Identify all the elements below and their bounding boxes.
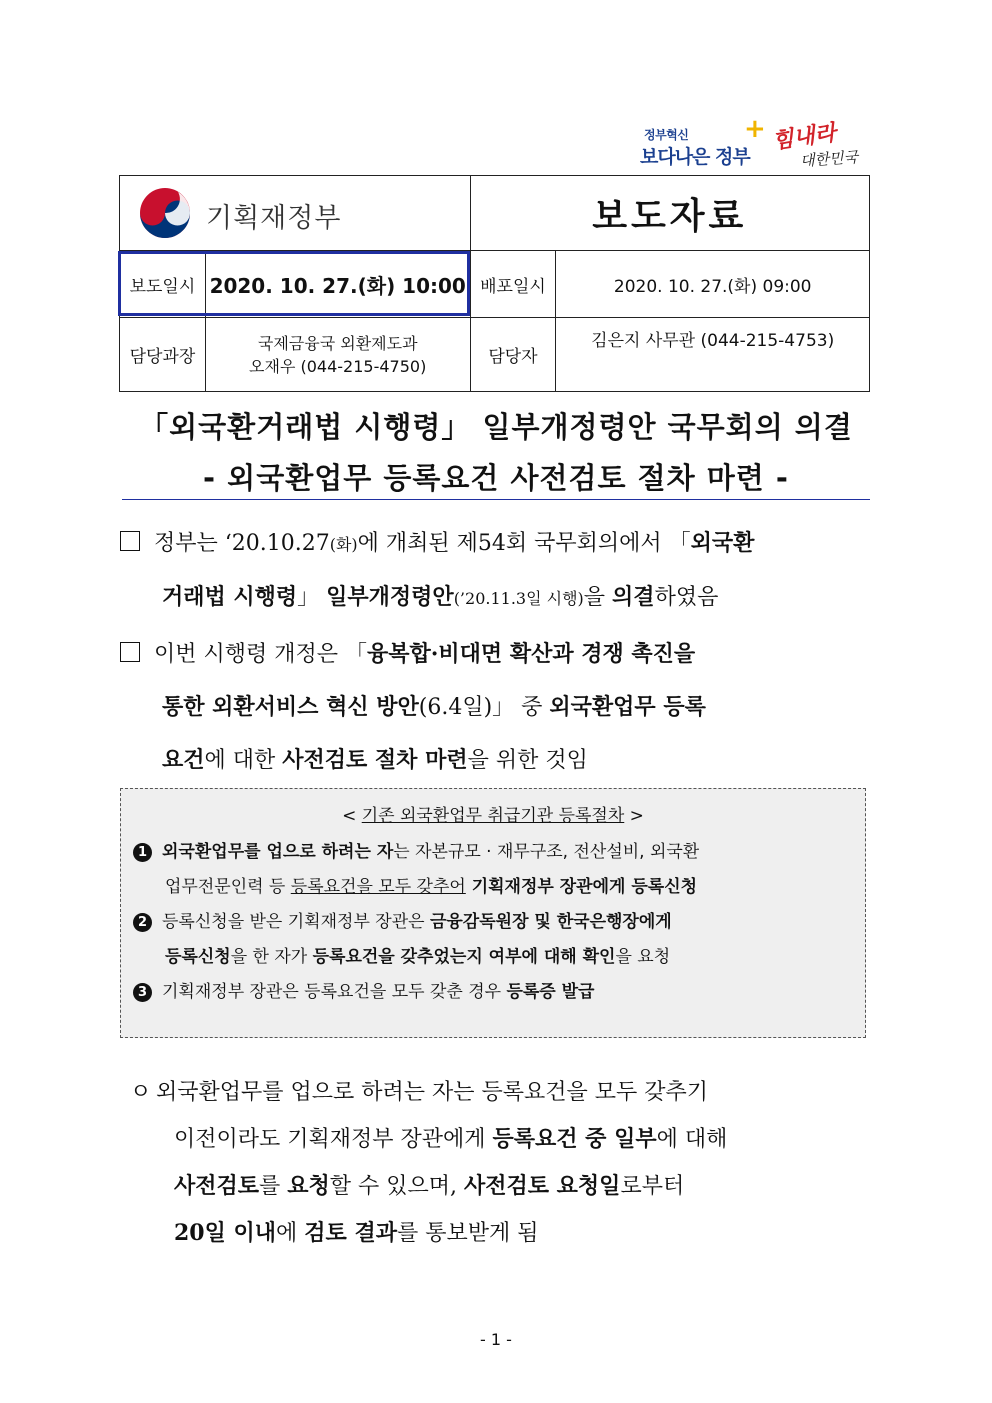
headline-subtitle: - 외국환업무 등록요건 사전검토 절차 마련 - (203, 461, 789, 495)
p1-text: 에 개최된 제54회 국무회의에서 「 (357, 531, 691, 556)
headline-divider (122, 499, 870, 500)
dept-label: 담당과장 (120, 318, 206, 392)
p1-bold: 의결 (612, 584, 655, 610)
procedure-list (133, 835, 861, 1010)
p2-text: 이번 시행령 개정은 「 (154, 642, 367, 667)
box-title-bracket: > (624, 806, 644, 826)
step-text: 등록신청 (165, 947, 231, 967)
box-title-text: 기존 외국환업무 취급기관 등록절차 (361, 806, 625, 826)
p3-text: 에 (276, 1221, 305, 1246)
p2-bold: 사전검토 절차 마련 (282, 747, 468, 773)
p3-text: 에 대해 (656, 1127, 728, 1152)
distribute-date: 2020. 10. 27.(화) 09:00 (556, 251, 870, 318)
step-text: 등록증 발급 (506, 982, 595, 1002)
p1-text: (’20.11.3일 시행) (453, 589, 584, 608)
number-3-icon: 3 (133, 983, 152, 1002)
box-title-bracket: < (342, 806, 362, 826)
p2-text: (6.4일)」 중 (418, 695, 550, 720)
p3-bold: 검토 결과 (304, 1220, 397, 1246)
step-text: 기획재정부 장관은 등록요건을 모두 갖춘 경우 (162, 982, 507, 1002)
p3-bold: 등록요건 중 일부 (492, 1126, 657, 1152)
step-text: 등록요건을 갖추었는지 여부에 대해 확인 (312, 947, 616, 967)
p2-text: 을 위한 것임 (467, 748, 588, 773)
ministry-cell (120, 176, 471, 251)
procedure-step-2 (133, 905, 861, 940)
ministry-name: 기획재정부 (206, 203, 342, 234)
p3-bold: 사전검토 (174, 1173, 260, 1199)
dept-line1: 국제금융국 외환제도과 (257, 333, 418, 353)
procedure-step-1-cont (133, 870, 861, 905)
step-text: 업무전문인력 등 (165, 877, 291, 897)
paragraph-3 (130, 1070, 876, 1257)
slogan-top: 힘내라 (770, 119, 838, 155)
procedure-step-1 (133, 835, 861, 870)
p3-bold: 요청 (287, 1173, 330, 1199)
p3-bold: 20일 이내 (174, 1220, 277, 1246)
circle-bullet-icon: ㅇ (130, 1080, 152, 1105)
p1-text: 을 (583, 585, 613, 610)
p3-text: 외국환업무를 업으로 하려는 자는 등록요건을 모두 갖추기 (156, 1080, 709, 1105)
number-1-icon: 1 (133, 843, 152, 862)
p1-text: 하였음 (654, 585, 719, 610)
doc-type-cell (470, 176, 869, 251)
p1-text: (화) (329, 535, 358, 554)
paragraph-2 (116, 628, 876, 787)
doc-type-title: 보도자료 (592, 195, 748, 237)
distribute-label: 배포일시 (470, 251, 556, 318)
officer-label: 담당자 (470, 318, 556, 392)
number-2-icon: 2 (133, 913, 152, 932)
dept-line2: 오재우 (044-215-4750) (249, 356, 427, 376)
plus-icon: + (744, 114, 766, 144)
headline-title: 「외국환거래법 시행령」 일부개정령안 국무회의 의결 (139, 410, 853, 444)
p2-bold: 융복합·비대면 확산과 경쟁 촉진을 (367, 641, 696, 667)
p2-bold: 통한 외환서비스 혁신 방안 (162, 694, 419, 720)
government-innovation-logo (640, 114, 770, 180)
p3-text: 로부터 (620, 1174, 685, 1199)
p2-text: 에 대한 (204, 748, 283, 773)
procedure-step-2-cont (133, 940, 861, 975)
step-text: 외국환업무를 업으로 하려는 자 (162, 842, 394, 862)
p3-bold: 사전검토 요청일 (464, 1173, 621, 1199)
step-text: 등록신청을 받은 기획재정부 장관은 (162, 912, 430, 932)
dept-cell (205, 318, 470, 392)
innovation-logo-small-text: 정부혁신 (644, 128, 689, 142)
p2-bold: 요건 (162, 747, 205, 773)
checkbox-bullet-icon (120, 531, 140, 551)
p1-text: 정부는 ‘20.10.27 (154, 531, 330, 556)
slogan-bottom: 대한민국 (799, 147, 859, 170)
p2-bold: 외국환업무 등록 (549, 694, 706, 720)
p1-bold: 외국환 (690, 530, 755, 556)
p3-text: 할 수 있으며, (329, 1174, 465, 1199)
checkbox-bullet-icon (120, 642, 140, 662)
release-label: 보도일시 (120, 251, 206, 318)
p1-bold: 일부개정령안 (326, 584, 454, 610)
officer-contact: 김은지 사무관 (044-215-4753) (556, 318, 870, 392)
step-text: 등록요건을 모두 갖추어 (290, 877, 466, 897)
box-title (121, 801, 865, 826)
step-text: 기획재정부 장관에게 등록신청 (465, 877, 698, 897)
release-date-cell (205, 251, 470, 318)
innovation-logo-text: 보다나은 정부 (640, 146, 750, 168)
step-text: 을 한 자가 (230, 947, 313, 967)
step-text: 을 요청 (615, 947, 671, 967)
release-date: 2020. 10. 27.(화) 10:00 (209, 273, 466, 298)
p1-bold: 거래법 시행령 (162, 584, 298, 610)
press-header-table (119, 175, 870, 392)
taegeuk-emblem-icon (138, 186, 192, 240)
paragraph-1 (116, 517, 876, 625)
slogan-logo (770, 118, 880, 178)
p3-text: 를 (259, 1174, 288, 1199)
step-text: 금융감독원장 및 한국은행장에게 (429, 912, 672, 932)
step-text: 는 자본규모 · 재무구조, 전산설비, 외국환 (393, 842, 700, 862)
procedure-step-3 (133, 975, 861, 1010)
page-number: - 1 - (480, 1330, 512, 1349)
registration-procedure-box (120, 788, 866, 1038)
p3-text: 를 통보받게 됨 (396, 1221, 539, 1246)
p3-text: 이전이라도 기획재정부 장관에게 (174, 1127, 493, 1152)
p1-text: 」 (297, 585, 327, 610)
